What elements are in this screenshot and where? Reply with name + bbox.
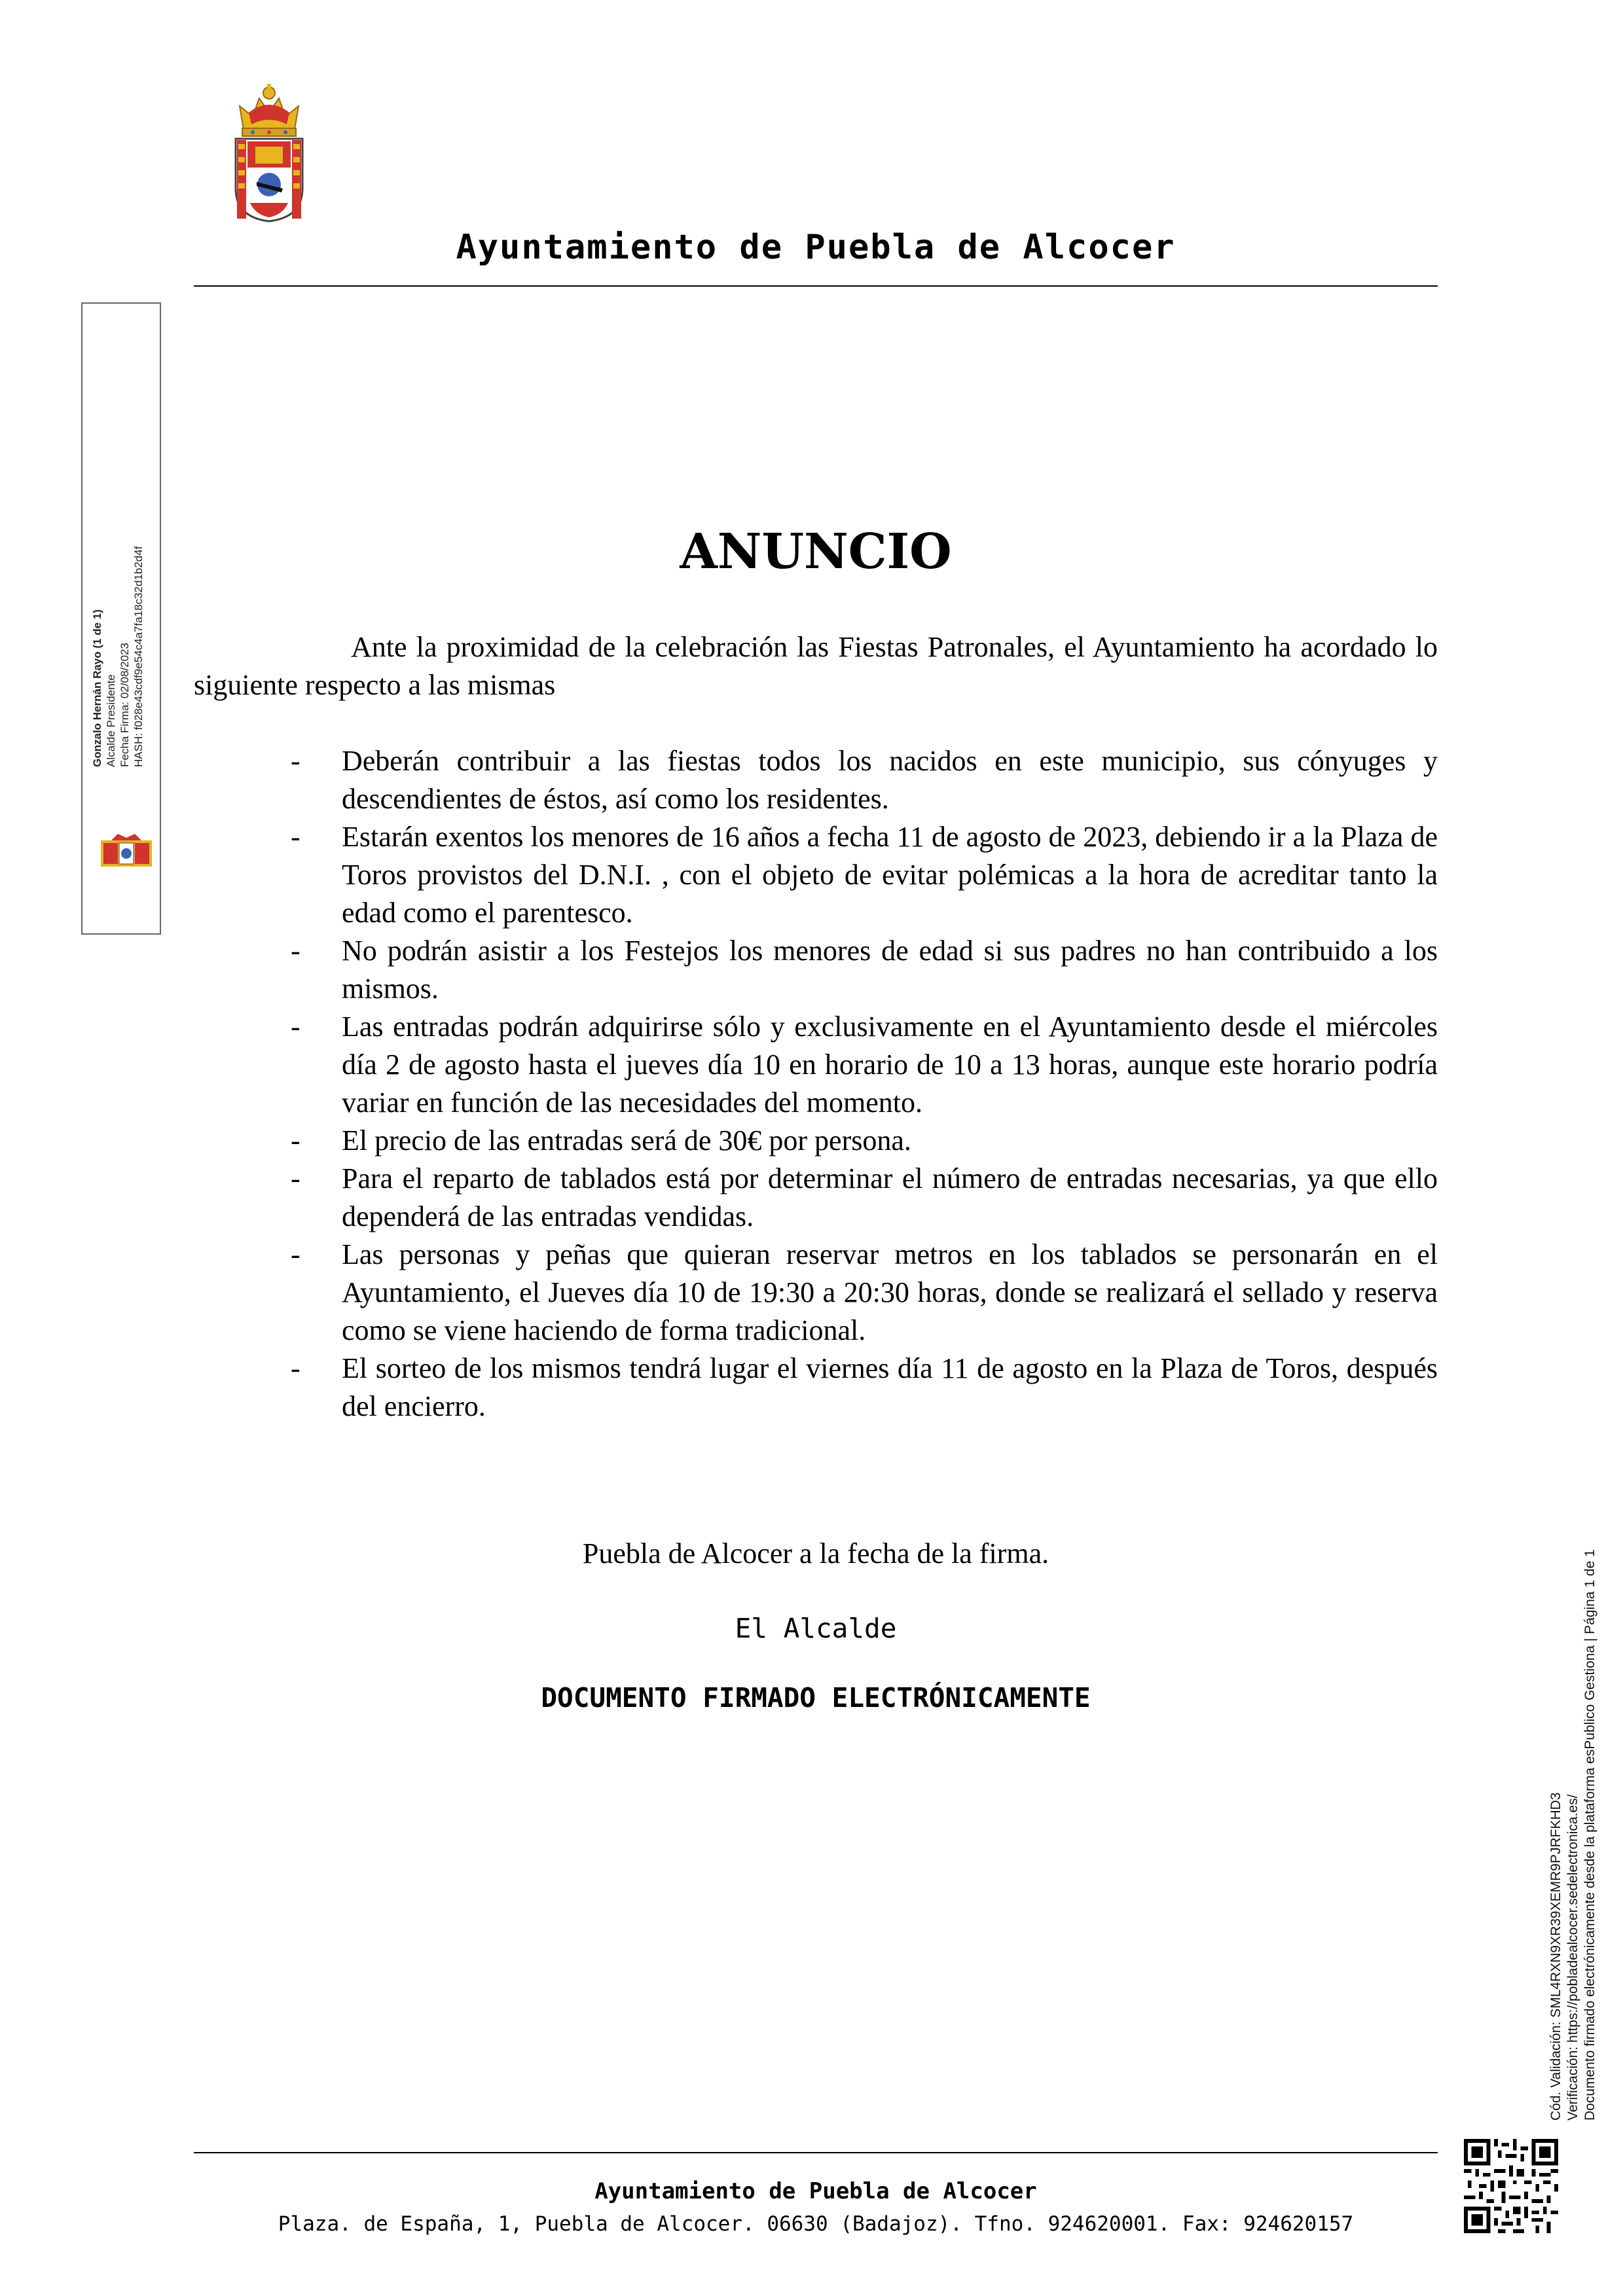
coat-of-arms-icon — [230, 84, 308, 223]
signer-name: Gonzalo Hernán Rayo (1 de 1) — [91, 609, 103, 767]
footer-org-name: Ayuntamiento de Puebla de Alcocer — [594, 2178, 1037, 2204]
signature-date: Fecha Firma: 02/08/2023 — [119, 643, 131, 767]
footer-divider — [194, 2152, 1438, 2153]
verification-url[interactable]: Verificación: https://pobladealcocer.sedelectronica.es/ — [1565, 1794, 1580, 2121]
list-item-text: El precio de las entradas será de 30€ por persona. — [342, 1124, 911, 1157]
list-item — [194, 932, 1438, 1008]
document-title: ANUNCIO — [680, 524, 952, 580]
signature-hash: HASH: f028e43cdf9e54c4a7fa18c32d1b2d4f — [132, 546, 145, 767]
signed-electronically-note: DOCUMENTO FIRMADO ELECTRÓNICAMENTE — [541, 1682, 1091, 1713]
list-item-text: El sorteo de los mismos tendrá lugar el viernes día 11 de agosto en la Plaza de Toros, después del encierro. — [342, 1352, 1438, 1422]
list-item-text: Para el reparto de tablados está por determinar el número de entradas necesarias, ya que ello dependerá de las entradas vendidas. — [342, 1162, 1438, 1232]
signer-title: El Alcalde — [735, 1613, 897, 1644]
footer-address: Plaza. de España, 1, Puebla de Alcocer. 06630 (Badajoz). Tfno. 924620001. Fax: 924620157 — [278, 2212, 1354, 2236]
place-date-line: Puebla de Alcocer a la fecha de la firma. — [582, 1537, 1049, 1570]
bullet-dash: - — [291, 1162, 301, 1194]
list-item — [194, 742, 1438, 818]
intro-paragraph: Ante la proximidad de la celebración las Fiestas Patronales, el Ayuntamiento ha acordado lo siguiente respecto a las mismas — [194, 631, 1438, 701]
bullet-dash: - — [291, 1238, 301, 1270]
list-item — [194, 1160, 1438, 1236]
bullet-dash: - — [291, 1352, 301, 1384]
coat-of-arms-icon — [98, 831, 155, 870]
list-item-text: Estarán exentos los menores de 16 años a fecha 11 de agosto de 2023, debiendo ir a la Plaza de Toros provistos del D.N.I. , con el objeto de evitar polémicas a la hora de acreditar tanto la edad como el parentesco. — [342, 821, 1438, 929]
header-title: Ayuntamiento de Puebla de Alcocer — [456, 228, 1176, 267]
list-item-text: Deberán contribuir a las fiestas todos los nacidos en este municipio, sus cónyuges y descendientes de éstos, así como los residentes. — [342, 745, 1438, 815]
platform-note: Documento firmado electrónicamente desde la plataforma esPublico Gestiona | Página 1 de 1 — [1582, 1549, 1597, 2121]
signature-stamp-text — [90, 492, 145, 767]
list-item-text: No podrán asistir a los Festejos los menores de edad si sus padres no han contribuido a los mismos. — [342, 935, 1438, 1005]
bullet-dash: - — [291, 1011, 301, 1043]
announcement-list — [194, 742, 1438, 1426]
bullet-dash: - — [291, 935, 301, 967]
signer-role: Alcalde Presidente — [105, 674, 117, 767]
qr-code-icon[interactable] — [1464, 2139, 1558, 2233]
bullet-dash: - — [291, 821, 301, 853]
list-item — [194, 1350, 1438, 1426]
bullet-dash: - — [291, 745, 301, 777]
list-item-text: Las personas y peñas que quieran reservar metros en los tablados se personarán en el Ayuntamiento, el Jueves día 10 de 19:30 a 20:30 horas, donde se realizará el sellado y reserva como se viene haciendo de forma tradicional. — [342, 1238, 1438, 1346]
list-item — [194, 1236, 1438, 1350]
header-divider — [194, 285, 1438, 287]
list-item — [194, 1008, 1438, 1122]
list-item — [194, 1122, 1438, 1160]
list-item — [194, 818, 1438, 932]
list-item-text: Las entradas podrán adquirirse sólo y exclusivamente en el Ayuntamiento desde el miércoles día 2 de agosto hasta el jueves día 10 en horario de 10 a 13 horas, aunque este horario podría variar en función de las necesidades del momento. — [342, 1011, 1438, 1119]
verification-block — [1548, 1401, 1599, 2121]
bullet-dash: - — [291, 1124, 301, 1157]
validation-code: Cód. Validación: SML4RXN9XR39XEMR9PJRFKHD3 — [1548, 1792, 1563, 2121]
